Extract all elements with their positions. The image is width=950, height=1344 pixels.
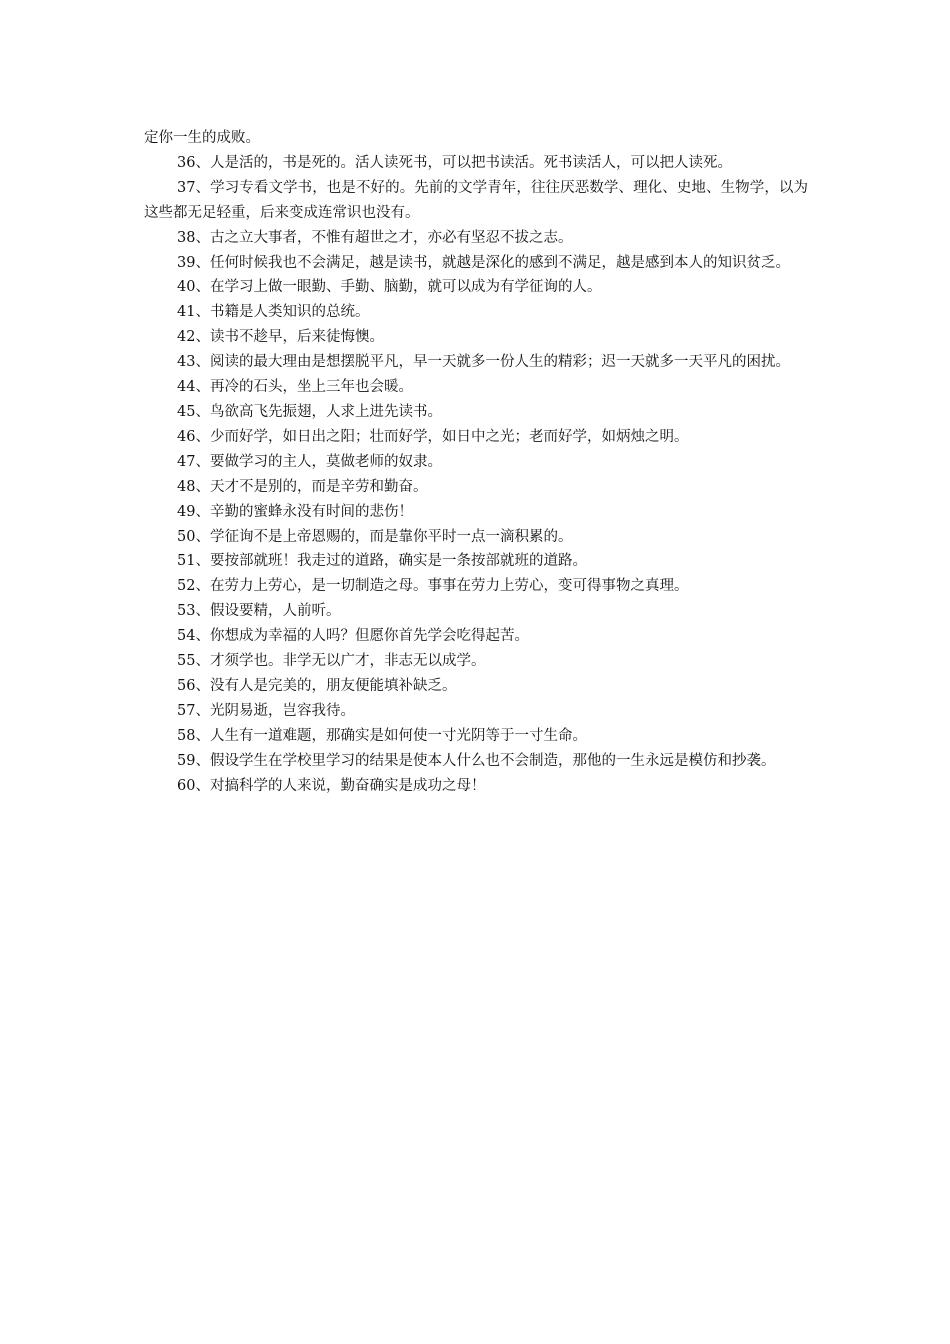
list-item: 39、任何时候我也不会满足，越是读书，就越是深化的感到不满足，越是感到本人的知识贫乏。 (177, 254, 790, 271)
list-item: 53、假设要精，人前听。 (177, 603, 341, 620)
list-item: 51、要按部就班！我走过的道路，确实是一条按部就班的道路。 (177, 553, 587, 570)
list-item: 55、才须学也。非学无以广才，非志无以成学。 (177, 653, 486, 670)
list-item: 59、假设学生在学校里学习的结果是使本人什么也不会制造，那他的一生永远是模仿和抄袭。 (177, 752, 776, 769)
list-item: 52、在劳力上劳心，是一切制造之母。事事在劳力上劳心，变可得事物之真理。 (177, 578, 689, 595)
list-item: 38、古之立大事者，不惟有超世之才，亦必有坚忍不拔之志。 (177, 229, 573, 246)
document-body (144, 126, 808, 798)
list-item: 54、你想成为幸福的人吗？但愿你首先学会吃得起苦。 (177, 628, 529, 645)
list-item: 42、读书不趁早，后来徒悔懊。 (177, 329, 384, 346)
lead-fragment: 定你一生的成败。 (144, 130, 260, 146)
list-item: 49、辛勤的蜜蜂永没有时间的悲伤！ (177, 503, 413, 520)
list-item: 43、阅读的最大理由是想摆脱平凡，早一天就多一份人生的精彩；迟一天就多一天平凡的困扰。 (177, 354, 790, 371)
list-item: 56、没有人是完美的，朋友便能填补缺乏。 (177, 677, 457, 694)
list-item: 50、学征询不是上帝恩赐的，而是靠你平时一点一滴积累的。 (177, 528, 573, 545)
list-item: 47、要做学习的主人，莫做老师的奴隶。 (177, 453, 442, 470)
list-item: 58、人生有一道难题，那确实是如何使一寸光阴等于一寸生命。 (177, 727, 587, 744)
list-item: 48、天才不是别的，而是辛劳和勤奋。 (177, 478, 428, 495)
list-item: 36、人是活的，书是死的。活人读死书，可以把书读活。死书读活人，可以把人读死。 (177, 154, 732, 171)
list-item: 40、在学习上做一眼勤、手勤、脑勤，就可以成为有学征询的人。 (177, 279, 602, 296)
list-item: 46、少而好学，如日出之阳；壮而好学，如日中之光；老而好学，如炳烛之明。 (177, 428, 689, 445)
list-item: 45、鸟欲高飞先振翅，人求上进先读书。 (177, 403, 442, 420)
list-item: 57、光阴易逝，岂容我待。 (177, 702, 355, 719)
list-item: 41、书籍是人类知识的总统。 (177, 304, 370, 321)
list-item: 37、学习专看文学书，也是不好的。先前的文学青年，往往厌恶数学、理化、史地、生物学，以为这些都无足轻重，后来变成连常识也没有。 (144, 179, 808, 221)
list-item: 60、对搞科学的人来说，勤奋确实是成功之母！ (177, 777, 486, 794)
list-item: 44、再冷的石头，坐上三年也会暖。 (177, 379, 413, 396)
